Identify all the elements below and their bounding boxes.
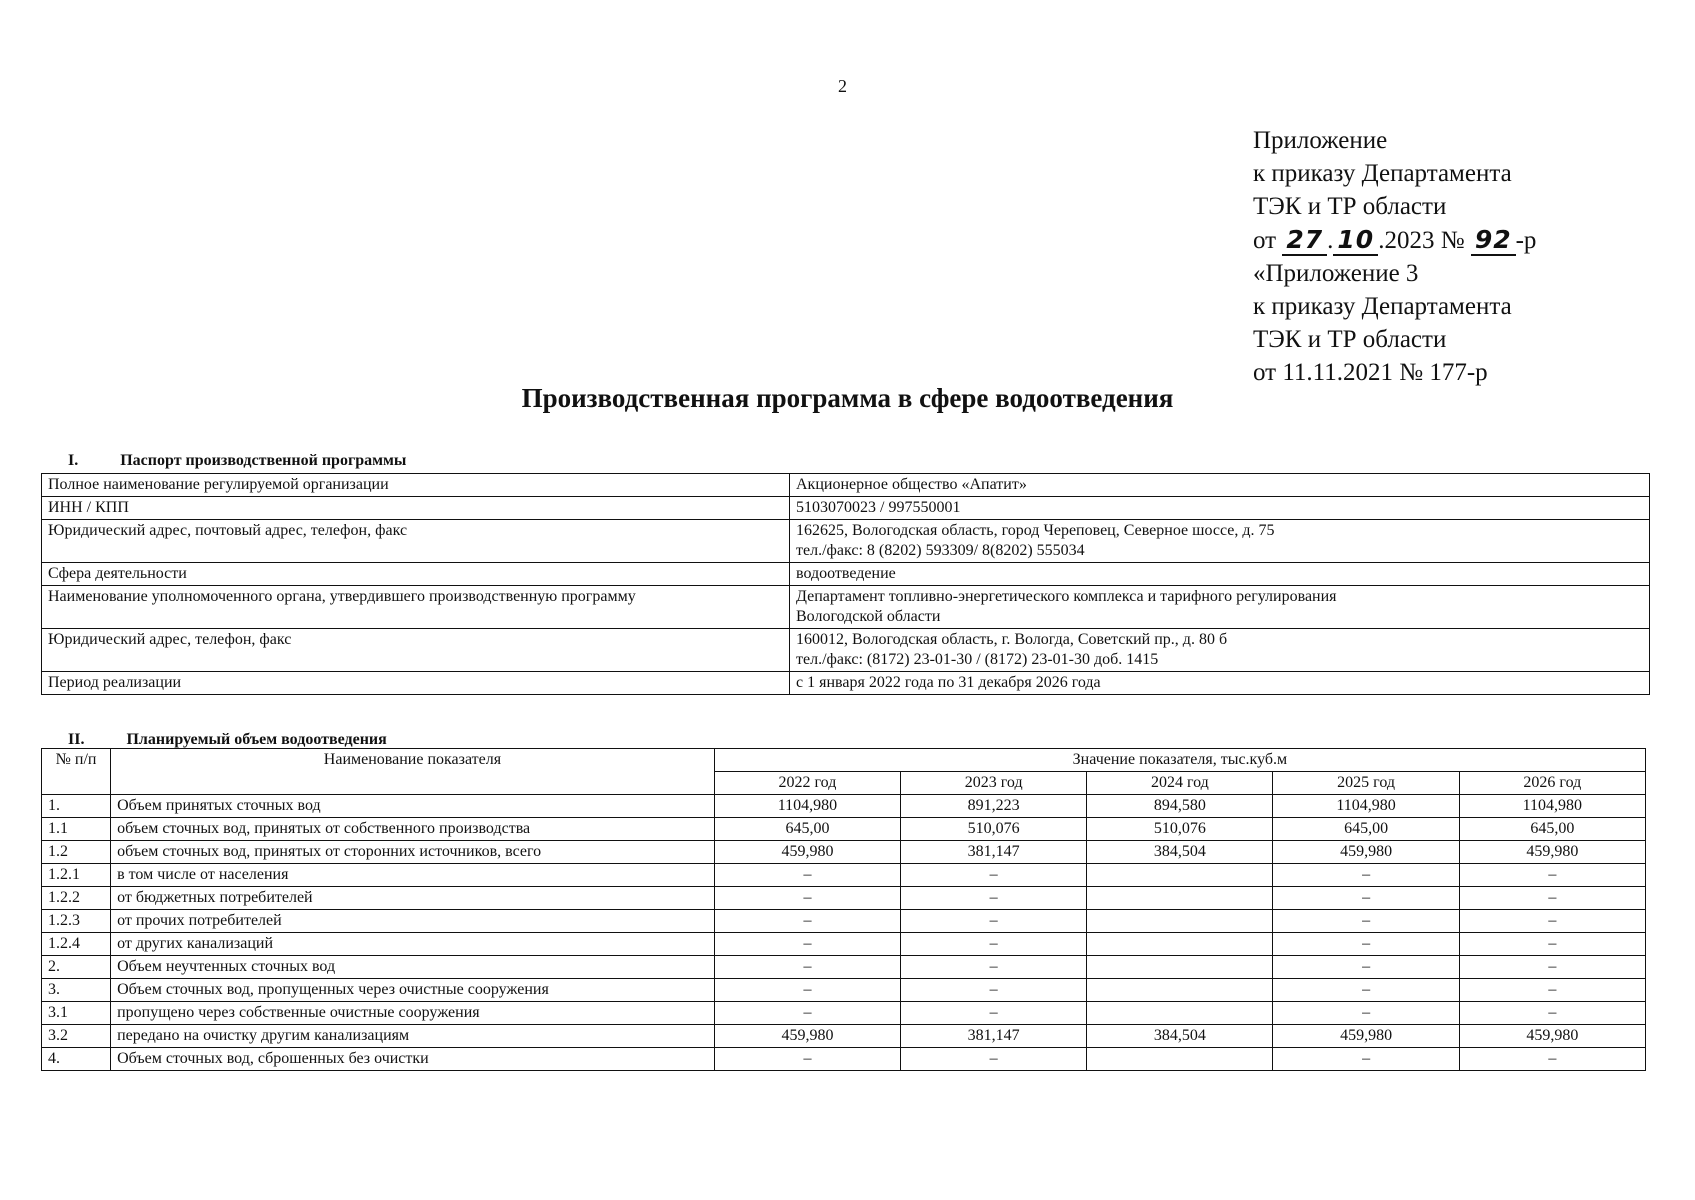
table-row	[42, 1002, 1646, 1025]
row-value: –	[1273, 979, 1459, 1002]
date-year: .2023 №	[1378, 227, 1465, 254]
row-name: от прочих потребителей	[111, 910, 715, 933]
row-name: Объем принятых сточных вод	[111, 795, 715, 818]
row-value: 645,00	[1459, 818, 1645, 841]
table-row	[42, 864, 1646, 887]
row-name: передано на очистку другим канализациям	[111, 1025, 715, 1048]
table-row	[42, 887, 1646, 910]
row-value: 459,980	[1459, 841, 1645, 864]
row-value: 459,980	[1459, 1025, 1645, 1048]
row-value	[1087, 864, 1273, 887]
section-number: I.	[68, 452, 79, 469]
passport-value-line: водоотведение	[796, 565, 896, 582]
passport-value-line: Акционерное общество «Апатит»	[796, 476, 1027, 493]
passport-row	[42, 629, 1650, 672]
row-value: –	[901, 933, 1087, 956]
row-value	[1087, 956, 1273, 979]
row-value: –	[714, 864, 900, 887]
row-number: 2.	[42, 956, 111, 979]
passport-value	[790, 563, 1650, 586]
row-name: от бюджетных потребителей	[111, 887, 715, 910]
appendix-date-line: от 27 . 10 .2023 № 92 -р	[1253, 225, 1537, 254]
row-value: 384,504	[1087, 841, 1273, 864]
row-value	[1087, 910, 1273, 933]
passport-value-line: Вологодской области	[796, 608, 941, 625]
passport-value-line: 160012, Вологодская область, г. Вологда, Советский пр., д. 80 б	[796, 631, 1228, 648]
passport-value	[790, 474, 1650, 497]
passport-row	[42, 474, 1650, 497]
row-value: –	[714, 1048, 900, 1071]
row-number: 1.2.3	[42, 910, 111, 933]
header-year: 2024 год	[1087, 772, 1273, 795]
row-value: 891,223	[901, 795, 1087, 818]
row-value: –	[1459, 1048, 1645, 1071]
row-value: –	[714, 887, 900, 910]
appendix-block	[1253, 124, 1536, 389]
row-value: –	[901, 864, 1087, 887]
row-value: –	[901, 910, 1087, 933]
header-year: 2026 год	[1459, 772, 1645, 795]
appendix-line: к приказу Департамента	[1253, 293, 1512, 320]
row-value: 459,980	[714, 1025, 900, 1048]
row-number: 1.2.4	[42, 933, 111, 956]
row-value: –	[714, 979, 900, 1002]
appendix-line: от 11.11.2021 № 177-р	[1253, 359, 1488, 386]
passport-value-line: тел./факс: (8172) 23-01-30 / (8172) 23-01-30 доб. 1415	[796, 651, 1159, 668]
row-value: –	[714, 956, 900, 979]
header-number: № п/п	[42, 749, 111, 795]
page-number: 2	[838, 76, 847, 96]
row-value	[1087, 1048, 1273, 1071]
header-year: 2025 год	[1273, 772, 1459, 795]
row-name: Объем сточных вод, пропущенных через очистные сооружения	[111, 979, 715, 1002]
row-number: 3.2	[42, 1025, 111, 1048]
table-row	[42, 818, 1646, 841]
row-value: 459,980	[1273, 841, 1459, 864]
appendix-line: «Приложение 3	[1253, 260, 1419, 287]
row-value: –	[714, 933, 900, 956]
handwritten-order-number: 92	[1471, 225, 1516, 256]
row-value	[1087, 1002, 1273, 1025]
row-number: 4.	[42, 1048, 111, 1071]
section-title: Паспорт производственной программы	[120, 452, 407, 469]
header-name: Наименование показателя	[111, 749, 715, 795]
row-value: 645,00	[1273, 818, 1459, 841]
row-name: объем сточных вод, принятых от собственного производства	[111, 818, 715, 841]
row-value: 384,504	[1087, 1025, 1273, 1048]
table-row	[42, 1048, 1646, 1071]
passport-value-line: 162625, Вологодская область, город Череповец, Северное шоссе, д. 75	[796, 522, 1275, 539]
row-number: 1.1	[42, 818, 111, 841]
appendix-line: ТЭК и ТР области	[1253, 193, 1447, 220]
table-row	[42, 956, 1646, 979]
date-prefix: от	[1253, 227, 1277, 254]
passport-label: Период реализации	[42, 672, 790, 695]
section-1-heading	[68, 452, 406, 470]
row-value	[1087, 979, 1273, 1002]
row-number: 3.1	[42, 1002, 111, 1025]
row-value: –	[1273, 864, 1459, 887]
passport-row	[42, 672, 1650, 695]
row-value: –	[1459, 910, 1645, 933]
row-number: 1.	[42, 795, 111, 818]
appendix-line: ТЭК и ТР области	[1253, 326, 1447, 353]
row-value: –	[901, 956, 1087, 979]
passport-label: Юридический адрес, телефон, факс	[42, 629, 790, 672]
passport-label: ИНН / КПП	[42, 497, 790, 520]
row-value: –	[714, 910, 900, 933]
passport-value	[790, 672, 1650, 695]
table-row	[42, 841, 1646, 864]
passport-row	[42, 497, 1650, 520]
passport-value-line: тел./факс: 8 (8202) 593309/ 8(8202) 555034	[796, 542, 1085, 559]
row-value: –	[1459, 1002, 1645, 1025]
passport-value	[790, 629, 1650, 672]
row-value: 459,980	[1273, 1025, 1459, 1048]
row-value: 1104,980	[1459, 795, 1645, 818]
row-value: 510,076	[1087, 818, 1273, 841]
row-name: от других канализаций	[111, 933, 715, 956]
row-value	[1087, 887, 1273, 910]
section-title: Планируемый объем водоотведения	[126, 731, 387, 748]
row-value: 381,147	[901, 841, 1087, 864]
handwritten-day: 27	[1282, 225, 1327, 256]
passport-label: Сфера деятельности	[42, 563, 790, 586]
passport-value-line: с 1 января 2022 года по 31 декабря 2026 года	[796, 674, 1101, 691]
passport-row	[42, 586, 1650, 629]
row-value: –	[901, 887, 1087, 910]
row-value: –	[901, 1048, 1087, 1071]
row-value: 645,00	[714, 818, 900, 841]
row-value	[1087, 933, 1273, 956]
row-value: –	[1273, 887, 1459, 910]
passport-row	[42, 520, 1650, 563]
volume-table	[41, 748, 1646, 1071]
row-name: объем сточных вод, принятых от сторонних источников, всего	[111, 841, 715, 864]
row-number: 1.2.2	[42, 887, 111, 910]
row-value: 510,076	[901, 818, 1087, 841]
handwritten-month: 10	[1333, 225, 1378, 256]
row-value: –	[901, 1002, 1087, 1025]
row-value: –	[1273, 1002, 1459, 1025]
table-row	[42, 933, 1646, 956]
appendix-line: к приказу Департамента	[1253, 160, 1512, 187]
header-values: Значение показателя, тыс.куб.м	[714, 749, 1645, 772]
row-value: –	[714, 1002, 900, 1025]
row-number: 3.	[42, 979, 111, 1002]
row-value: –	[1459, 887, 1645, 910]
row-value: –	[1459, 956, 1645, 979]
table-row	[42, 1025, 1646, 1048]
table-row	[42, 795, 1646, 818]
row-name: Объем сточных вод, сброшенных без очистки	[111, 1048, 715, 1071]
row-value: –	[1273, 1048, 1459, 1071]
passport-value-line: 5103070023 / 997550001	[796, 499, 961, 516]
row-value: –	[1273, 933, 1459, 956]
row-value: 1104,980	[1273, 795, 1459, 818]
row-name: пропущено через собственные очистные сооружения	[111, 1002, 715, 1025]
row-value: –	[1459, 864, 1645, 887]
passport-value-line: Департамент топливно-энергетического комплекса и тарифного регулирования	[796, 588, 1337, 605]
document-title: Производственная программа в сфере водоотведения	[521, 383, 1174, 413]
row-number: 1.2	[42, 841, 111, 864]
section-2-heading	[68, 731, 387, 749]
row-number: 1.2.1	[42, 864, 111, 887]
row-value: –	[1459, 979, 1645, 1002]
row-value: –	[1459, 933, 1645, 956]
row-value: 381,147	[901, 1025, 1087, 1048]
table-row	[42, 910, 1646, 933]
row-value: 1104,980	[714, 795, 900, 818]
passport-table	[41, 473, 1650, 695]
passport-value	[790, 586, 1650, 629]
passport-label: Полное наименование регулируемой организации	[42, 474, 790, 497]
passport-label: Наименование уполномоченного органа, утвердившего производственную программу	[42, 586, 790, 629]
row-name: в том числе от населения	[111, 864, 715, 887]
passport-value	[790, 497, 1650, 520]
row-name: Объем неучтенных сточных вод	[111, 956, 715, 979]
passport-row	[42, 563, 1650, 586]
passport-value	[790, 520, 1650, 563]
row-value: –	[1273, 910, 1459, 933]
row-value: 894,580	[1087, 795, 1273, 818]
header-year: 2023 год	[901, 772, 1087, 795]
table-row	[42, 979, 1646, 1002]
passport-label: Юридический адрес, почтовый адрес, телефон, факс	[42, 520, 790, 563]
row-value: –	[1273, 956, 1459, 979]
section-number: II.	[68, 731, 85, 748]
appendix-line: Приложение	[1253, 127, 1388, 154]
order-suffix: -р	[1515, 227, 1537, 254]
header-year: 2022 год	[714, 772, 900, 795]
row-value: –	[901, 979, 1087, 1002]
row-value: 459,980	[714, 841, 900, 864]
